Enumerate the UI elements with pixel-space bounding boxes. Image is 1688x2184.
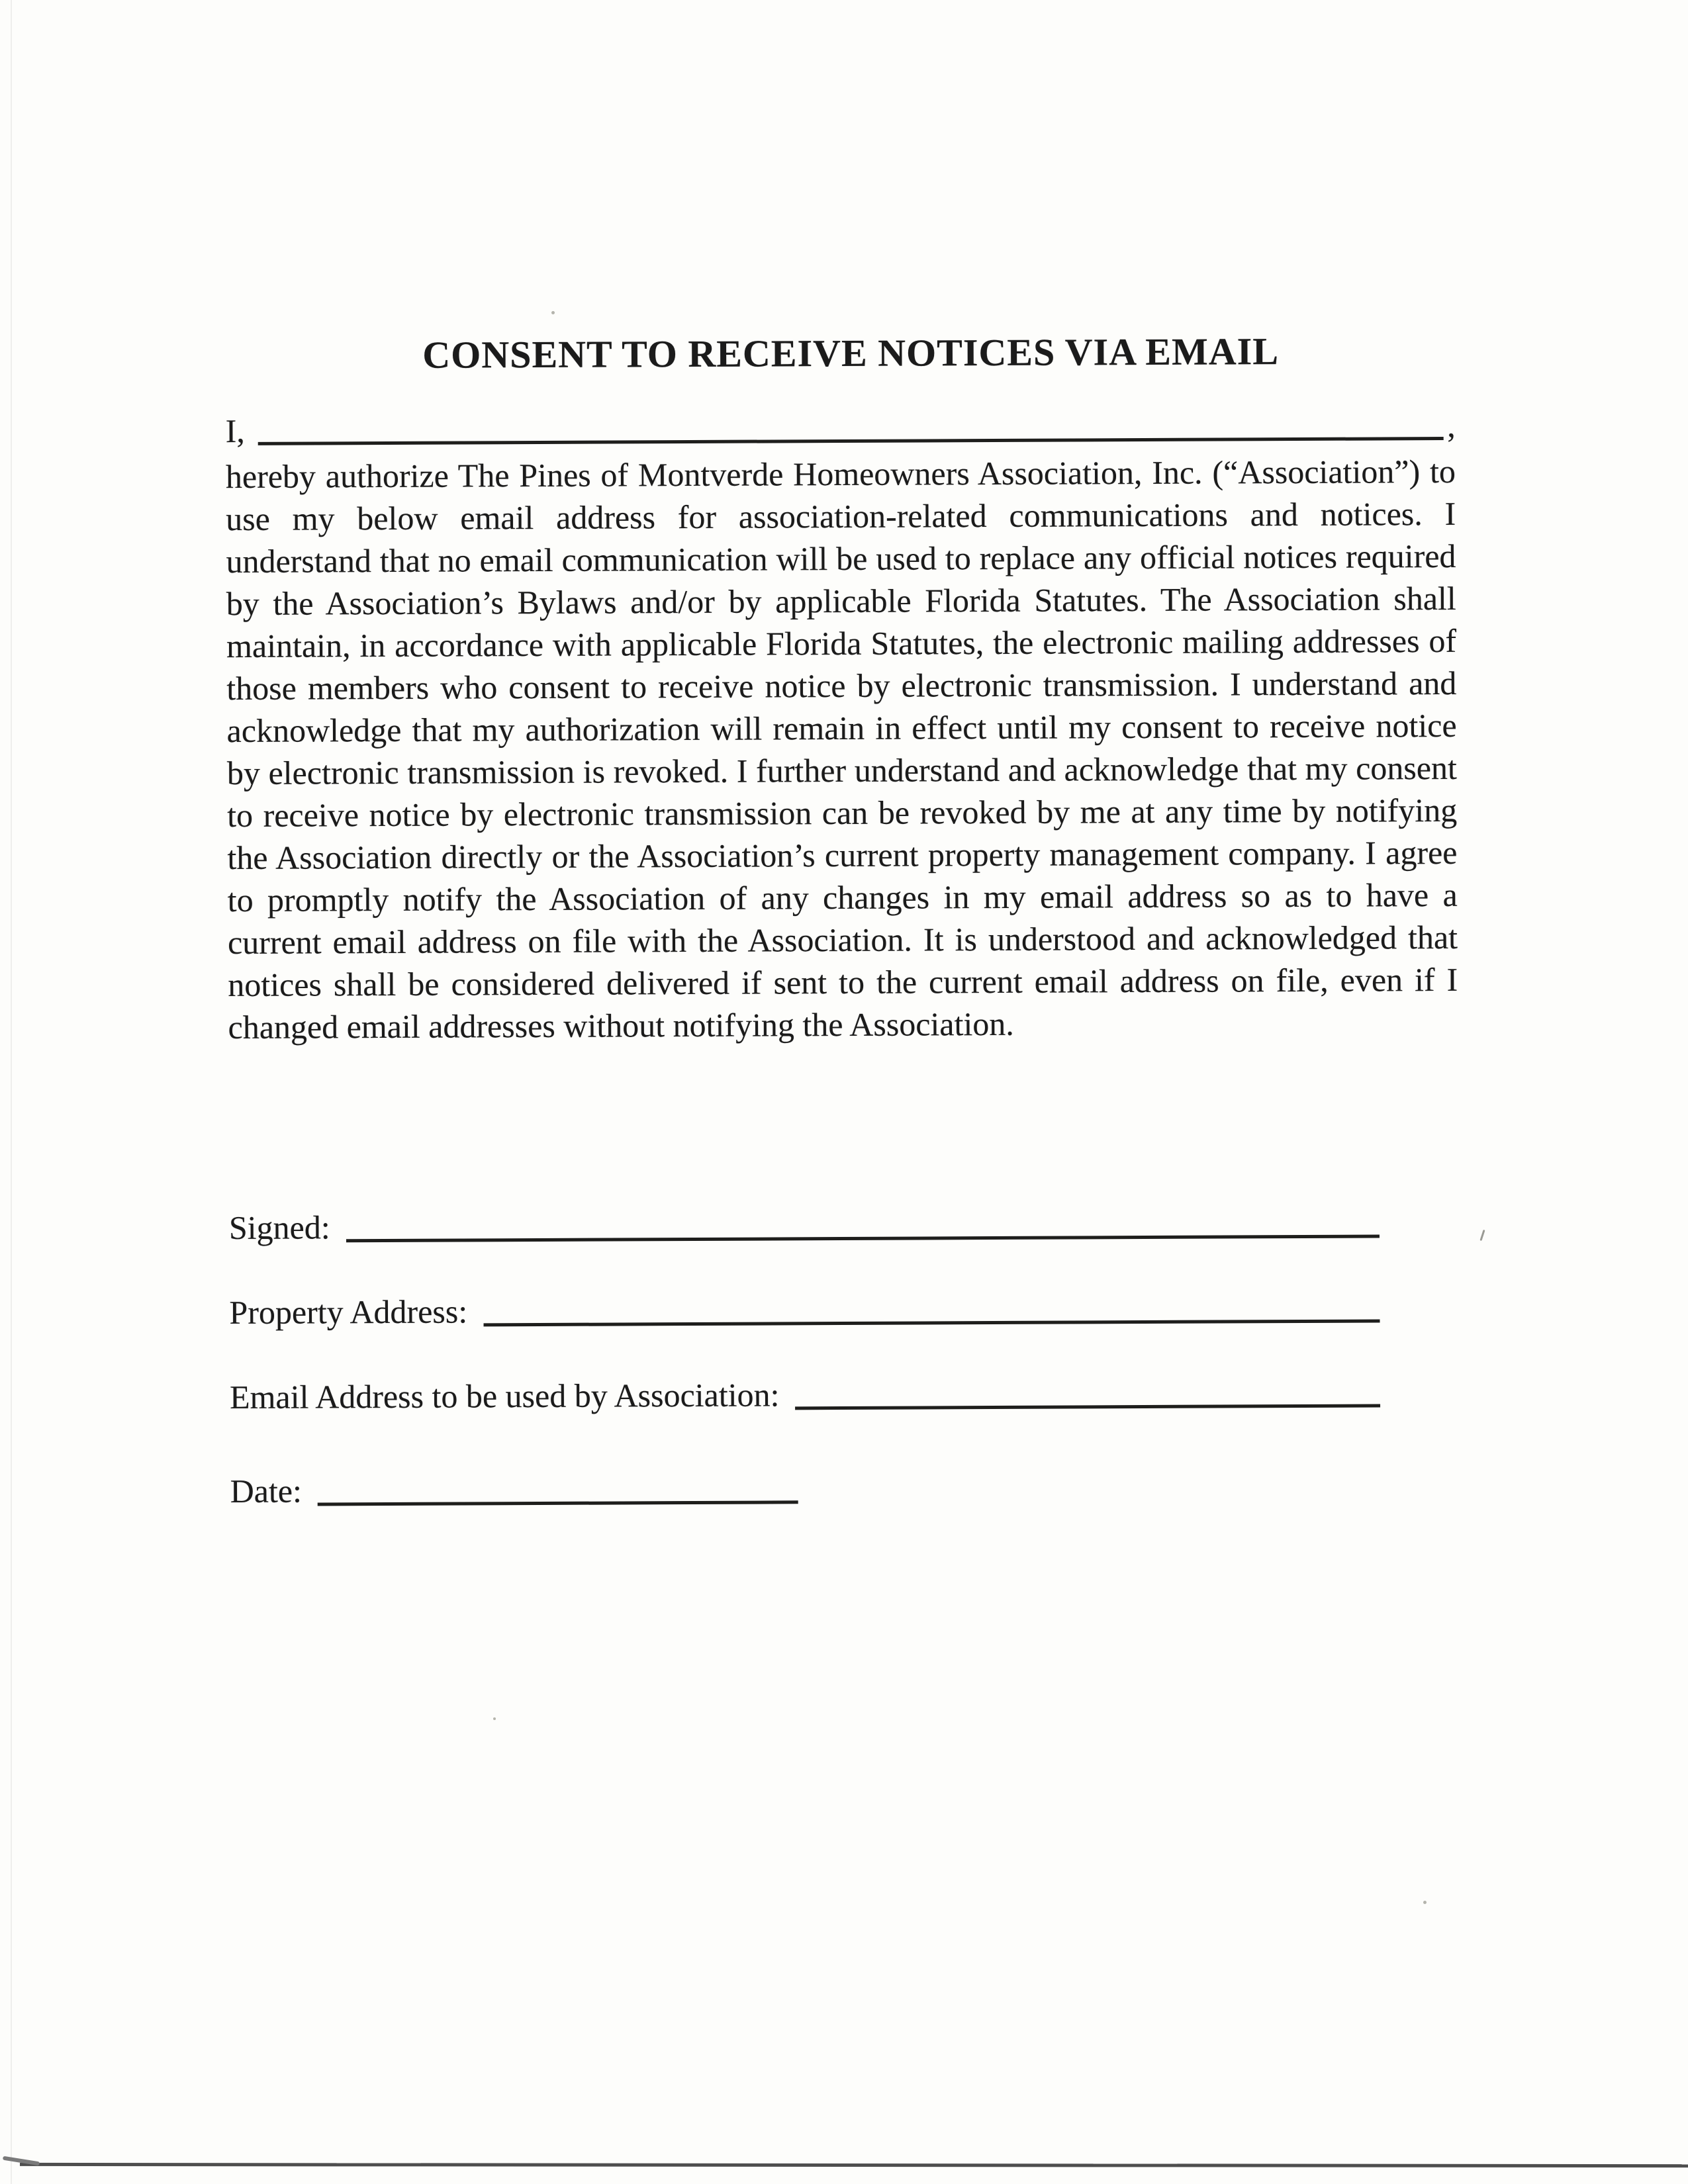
consent-paragraph: hereby authorize The Pines of Montverde Homeowners Association, Inc. (“Association”) to use my below email address for association-related communications and notices. I understand that no email communication will be used to replace any official notices required by the Association’s Bylaws and/or by applicable Florida Statutes. The Association shall maintain, in accordance with applicable Florida Statutes, the electronic mailing addresses of those members who consent to receive notice by electronic transmission. I understand and acknowledge that my authorization will remain in effect until my consent to receive notice by electronic transmission is revoked. I further understand and acknowledge that my consent to receive notice by electronic transmission can be revoked by me at any time by notifying the Association directly or the Association’s current property management company. I agree to promptly notify the Association of any changes in my email address so as to have a current email address on file with the Association. It is understood and acknowledged that notices shall be considered delivered if sent to the current email address on file, even if I changed email addresses without notifying the Association.: [225, 452, 1458, 1046]
signed-label: Signed:: [228, 1208, 330, 1247]
salutation-prefix: I,: [225, 412, 245, 450]
field-row-date: [230, 1468, 798, 1512]
property-address-label: Property Address:: [229, 1293, 468, 1332]
salutation-comma: ,: [1446, 406, 1456, 445]
field-row-email-address: [230, 1371, 1380, 1418]
name-fill-in-line: [258, 436, 1443, 445]
scan-speck: [551, 311, 555, 314]
date-fill-in-line: [318, 1500, 798, 1506]
scan-left-crease: [11, 0, 12, 2184]
email-address-label: Email Address to be used by Association:: [229, 1376, 780, 1416]
scan-speck: [1423, 1901, 1427, 1904]
field-row-property-address: [229, 1287, 1380, 1333]
field-row-signed: [229, 1202, 1380, 1248]
date-label: Date:: [230, 1472, 303, 1510]
salutation-row: [225, 405, 1455, 451]
property-address-fill-in-line: [483, 1318, 1380, 1326]
scan-speck: [493, 1717, 496, 1720]
signed-fill-in-line: [346, 1234, 1380, 1242]
email-address-fill-in-line: [796, 1403, 1381, 1410]
document-title: CONSENT TO RECEIVE NOTICES VIA EMAIL: [422, 330, 1280, 377]
